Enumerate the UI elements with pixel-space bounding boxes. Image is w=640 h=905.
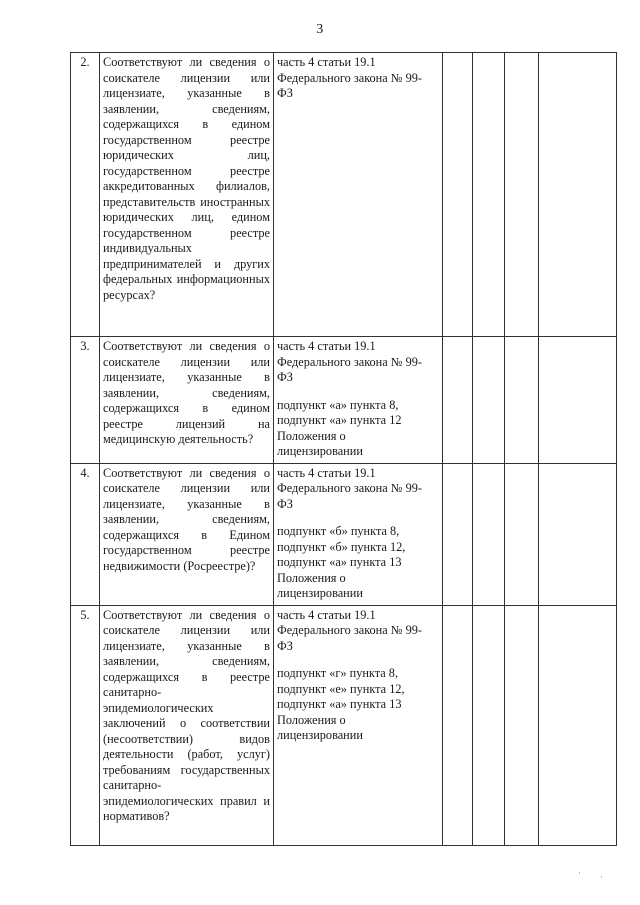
legal-reference-cell <box>274 337 443 464</box>
answer-yes-cell[interactable] <box>443 337 473 464</box>
reference-line: лицензировании <box>277 728 363 742</box>
reference-line: Положения о <box>277 570 346 585</box>
answer-na-cell[interactable] <box>505 463 539 605</box>
question-cell <box>100 605 274 845</box>
reference-line: ФЗ <box>277 370 293 384</box>
reference-line: Федерального закона № 99- <box>277 70 422 85</box>
reference-line: Федерального закона № 99- <box>277 481 422 495</box>
reference-line: подпункт «б» пункта 8, <box>277 524 400 538</box>
reference-line: лицензировании <box>277 444 363 458</box>
reference-line: часть 4 статьи 19.1 <box>277 339 376 353</box>
table-row <box>71 53 617 337</box>
reference-line: ФЗ <box>277 86 293 100</box>
note-cell[interactable] <box>539 53 617 337</box>
answer-na-cell[interactable] <box>505 337 539 464</box>
reference-line: подпункт «б» пункта 12, <box>277 539 406 554</box>
table-row <box>71 605 617 845</box>
reference-line: Федерального закона № 99- <box>277 623 422 637</box>
scan-speck: · <box>578 868 581 878</box>
answer-no-cell[interactable] <box>473 463 505 605</box>
scan-speck: · <box>600 872 603 882</box>
reference-line: часть 4 статьи 19.1 <box>277 465 376 480</box>
answer-yes-cell[interactable] <box>443 53 473 337</box>
note-cell[interactable] <box>539 605 617 845</box>
question-text: Соответствуют ли сведения о соискателе лицензии или лицензиате, указанные в заявлении, сведениям, содержащихся в едином реестре лицензий на медицинскую деятельность? <box>103 339 270 446</box>
reference-line: ФЗ <box>277 496 293 511</box>
reference-line: часть 4 статьи 19.1 <box>277 607 376 622</box>
question-text: Соответствуют ли сведения о соискателе лицензии или лицензиате, указанные в заявлении, сведениям, содержащихся в реестре санитарно-эпидемиологических заключений о соответствии (несоответствии) видов деятельности (работ, услуг) требованиям государственных санитарно-эпидемиологических правил и нормативов? <box>103 607 270 823</box>
question-cell <box>100 463 274 605</box>
answer-na-cell[interactable] <box>505 605 539 845</box>
row-number: 4. <box>71 463 100 605</box>
row-number: 3. <box>71 337 100 464</box>
reference-line: Положения о <box>277 712 346 727</box>
reference-line: подпункт «е» пункта 12, <box>277 681 405 696</box>
reference-line: часть 4 статьи 19.1 <box>277 55 376 69</box>
question-cell <box>100 53 274 337</box>
reference-line: подпункт «а» пункта 13 <box>277 697 402 711</box>
answer-no-cell[interactable] <box>473 605 505 845</box>
table-row <box>71 463 617 605</box>
question-text: Соответствуют ли сведения о соискателе лицензии или лицензиате, указанные в заявлении, сведениям, содержащихся в едином государственном реестре юридических лиц, государственном реестре аккредитованных филиалов, представительств иностранных юридических лиц, едином государственном реестре индивидуальных предпринимателей и других федеральных информационных ресурсах? <box>103 55 270 302</box>
table-row <box>71 337 617 464</box>
answer-yes-cell[interactable] <box>443 605 473 845</box>
legal-reference-cell <box>274 605 443 845</box>
reference-line: Федерального закона № 99- <box>277 354 422 369</box>
reference-line: лицензировании <box>277 586 363 600</box>
checklist-table <box>70 52 617 846</box>
reference-line: ФЗ <box>277 638 293 653</box>
answer-no-cell[interactable] <box>473 337 505 464</box>
reference-line: подпункт «а» пункта 13 <box>277 555 402 569</box>
reference-line: подпункт «а» пункта 12 <box>277 413 402 427</box>
legal-reference-cell <box>274 53 443 337</box>
answer-no-cell[interactable] <box>473 53 505 337</box>
note-cell[interactable] <box>539 337 617 464</box>
question-text: Соответствуют ли сведения о соискателе лицензии или лицензиате, указанные в заявлении, сведениям, содержащихся в Едином государственном реестре недвижимости (Росреестре)? <box>103 465 270 573</box>
question-cell <box>100 337 274 464</box>
reference-line: подпункт «г» пункта 8, <box>277 666 399 680</box>
reference-line: Положения о <box>277 428 346 443</box>
answer-yes-cell[interactable] <box>443 463 473 605</box>
legal-reference-cell <box>274 463 443 605</box>
reference-line: подпункт «а» пункта 8, <box>277 397 399 412</box>
page-number: 3 <box>316 22 324 37</box>
answer-na-cell[interactable] <box>505 53 539 337</box>
row-number: 2. <box>71 53 100 337</box>
row-number: 5. <box>71 605 100 845</box>
note-cell[interactable] <box>539 463 617 605</box>
